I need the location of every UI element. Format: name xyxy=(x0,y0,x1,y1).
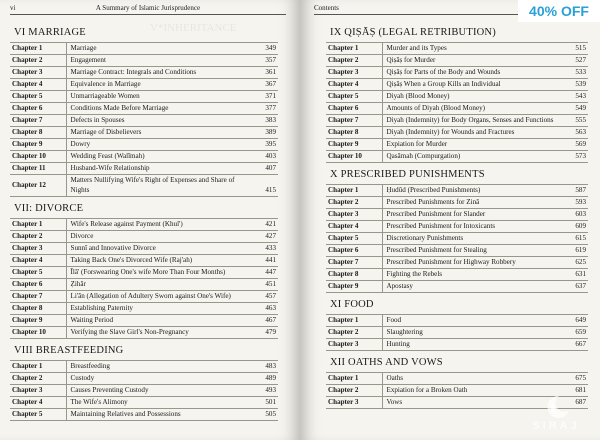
right-toc xyxy=(326,26,588,414)
chapter-title: Diyah (Indemnity) for Body Organs, Senses and Functions xyxy=(382,115,564,127)
chapter-table xyxy=(326,184,588,293)
chapter-row[interactable] xyxy=(326,269,588,281)
chapter-label: Chapter 4 xyxy=(10,79,66,91)
chapter-page: 357 xyxy=(254,55,278,67)
chapter-row[interactable] xyxy=(10,361,278,373)
chapter-row[interactable] xyxy=(10,303,278,315)
chapter-title: Establishing Paternity xyxy=(66,303,254,315)
chapter-page: 441 xyxy=(254,255,278,267)
chapter-page: 403 xyxy=(254,151,278,163)
chapter-page: 527 xyxy=(564,55,588,67)
chapter-title: Oaths xyxy=(382,373,564,385)
chapter-page: 433 xyxy=(254,243,278,255)
chapter-row[interactable] xyxy=(10,291,278,303)
chapter-page: 505 xyxy=(254,409,278,421)
chapter-page: 501 xyxy=(254,397,278,409)
chapter-title: Engagement xyxy=(66,55,254,67)
chapter-title: Qasāmah (Compurgation) xyxy=(382,151,564,163)
chapter-title: Marriage of Disbelievers xyxy=(66,127,254,139)
chapter-label: Chapter 12 xyxy=(10,175,66,197)
chapter-row[interactable] xyxy=(326,339,588,351)
chapter-row[interactable] xyxy=(10,139,278,151)
chapter-label: Chapter 2 xyxy=(10,231,66,243)
chapter-label: Chapter 8 xyxy=(326,127,382,139)
chapter-page: 457 xyxy=(254,291,278,303)
chapter-page: 421 xyxy=(254,219,278,231)
chapter-title: Matters Nullifying Wife's Right of Expenses and Share of Nights xyxy=(66,175,254,197)
chapter-label: Chapter 2 xyxy=(326,197,382,209)
chapter-label: Chapter 7 xyxy=(326,115,382,127)
chapter-title: Unmarriageable Women xyxy=(66,91,254,103)
chapter-title: Custody xyxy=(66,373,254,385)
chapter-row[interactable] xyxy=(326,91,588,103)
chapter-page: 463 xyxy=(254,303,278,315)
chapter-page: 681 xyxy=(564,385,588,397)
chapter-title: Food xyxy=(382,315,564,327)
chapter-row[interactable] xyxy=(326,67,588,79)
chapter-title: Apostasy xyxy=(382,281,564,293)
chapter-row[interactable] xyxy=(326,43,588,55)
chapter-page: 539 xyxy=(564,79,588,91)
chapter-row[interactable] xyxy=(10,219,278,231)
chapter-page: 515 xyxy=(564,43,588,55)
chapter-page: 619 xyxy=(564,245,588,257)
chapter-page: 615 xyxy=(564,233,588,245)
chapter-label: Chapter 5 xyxy=(10,267,66,279)
chapter-row[interactable] xyxy=(10,327,278,339)
chapter-label: Chapter 1 xyxy=(10,43,66,55)
chapter-page: 389 xyxy=(254,127,278,139)
chapter-title: Qiṣāṣ for Parts of the Body and Wounds xyxy=(382,67,564,79)
right-page xyxy=(300,0,600,440)
chapter-page: 667 xyxy=(564,339,588,351)
chapter-label: Chapter 2 xyxy=(326,385,382,397)
chapter-label: Chapter 10 xyxy=(10,151,66,163)
chapter-row[interactable] xyxy=(10,385,278,397)
chapter-title: Prescribed Punishment for Slander xyxy=(382,209,564,221)
chapter-table xyxy=(10,218,278,339)
left-toc xyxy=(10,26,278,426)
chapter-title: Discretionary Punishments xyxy=(382,233,564,245)
chapter-page: 415 xyxy=(254,175,278,197)
chapter-label: Chapter 4 xyxy=(326,221,382,233)
chapter-title: Waiting Period xyxy=(66,315,254,327)
chapter-row[interactable] xyxy=(326,315,588,327)
chapter-row[interactable] xyxy=(10,409,278,421)
right-running-title: Contents xyxy=(314,4,339,12)
chapter-label: Chapter 8 xyxy=(326,269,382,281)
chapter-title: Taking Back One's Divorced Wife (Raj'ah) xyxy=(66,255,254,267)
chapter-page: 451 xyxy=(254,279,278,291)
chapter-title: Diyah (Blood Money) xyxy=(382,91,564,103)
chapter-row[interactable] xyxy=(326,257,588,269)
chapter-page: 587 xyxy=(564,185,588,197)
chapter-page: 573 xyxy=(564,151,588,163)
chapter-page: 593 xyxy=(564,197,588,209)
chapter-title: Slaughtering xyxy=(382,327,564,339)
chapter-title: Qiṣāṣ When a Group Kills an Individual xyxy=(382,79,564,91)
chapter-title: Prescribed Punishment for Stealing xyxy=(382,245,564,257)
chapter-title: Fighting the Rebels xyxy=(382,269,564,281)
chapter-title: Sunnī and Innovative Divorce xyxy=(66,243,254,255)
chapter-page: 489 xyxy=(254,373,278,385)
chapter-row[interactable] xyxy=(10,279,278,291)
chapter-title: Expiation for Murder xyxy=(382,139,564,151)
chapter-title: Maintaining Relatives and Possessions xyxy=(66,409,254,421)
chapter-title: Diyah (Indemnity) for Wounds and Fractures xyxy=(382,127,564,139)
chapter-row[interactable] xyxy=(326,185,588,197)
chapter-title: Īlā' (Forswearing One's wife More Than Four Months) xyxy=(66,267,254,279)
chapter-title: Amounts of Diyah (Blood Money) xyxy=(382,103,564,115)
chapter-title: Causes Preventing Custody xyxy=(66,385,254,397)
chapter-row[interactable] xyxy=(326,221,588,233)
chapter-title: Prescribed Punishment for Intoxicants xyxy=(382,221,564,233)
chapter-title: Wife's Release against Payment (Khul') xyxy=(66,219,254,231)
chapter-title: Equivalence in Marriage xyxy=(66,79,254,91)
chapter-title: The Wife's Alimony xyxy=(66,397,254,409)
chapter-title: Prescribed Punishment for Highway Robbery xyxy=(382,257,564,269)
chapter-page: 407 xyxy=(254,163,278,175)
chapter-label: Chapter 1 xyxy=(326,43,382,55)
chapter-label: Chapter 3 xyxy=(10,243,66,255)
chapter-page: 649 xyxy=(564,315,588,327)
chapter-title: Expiation for a Broken Oath xyxy=(382,385,564,397)
chapter-label: Chapter 2 xyxy=(326,327,382,339)
chapter-row[interactable] xyxy=(326,139,588,151)
chapter-page: 479 xyxy=(254,327,278,339)
chapter-label: Chapter 3 xyxy=(10,385,66,397)
chapter-table xyxy=(326,314,588,351)
part-title: X PRESCRIBED PUNISHMENTS xyxy=(330,169,485,180)
chapter-label: Chapter 6 xyxy=(326,245,382,257)
left-running-head xyxy=(10,3,286,15)
chapter-row[interactable] xyxy=(10,315,278,327)
chapter-label: Chapter 3 xyxy=(10,67,66,79)
chapter-row[interactable] xyxy=(326,115,588,127)
chapter-row[interactable] xyxy=(10,43,278,55)
chapter-page: 625 xyxy=(564,257,588,269)
chapter-label: Chapter 2 xyxy=(326,55,382,67)
chapter-row[interactable] xyxy=(326,281,588,293)
chapter-title: Hunting xyxy=(382,339,564,351)
chapter-label: Chapter 9 xyxy=(326,281,382,293)
chapter-row[interactable] xyxy=(326,79,588,91)
chapter-label: Chapter 3 xyxy=(326,209,382,221)
chapter-page: 395 xyxy=(254,139,278,151)
chapter-row[interactable] xyxy=(326,327,588,339)
left-running-title: A Summary of Islamic Jurisprudence xyxy=(95,4,201,12)
chapter-row[interactable] xyxy=(326,373,588,385)
chapter-row[interactable] xyxy=(10,79,278,91)
chapter-label: Chapter 5 xyxy=(10,409,66,421)
chapter-title: Marriage xyxy=(66,43,254,55)
watermark-text: SIRAJ xyxy=(532,420,580,432)
chapter-page: 609 xyxy=(564,221,588,233)
chapter-row[interactable] xyxy=(10,255,278,267)
chapter-title: Vows xyxy=(382,397,564,409)
chapter-title: Marriage Contract: Integrals and Conditions xyxy=(66,67,254,79)
left-page-number: vi xyxy=(10,4,16,12)
chapter-table xyxy=(10,360,278,421)
chapter-row[interactable] xyxy=(326,55,588,67)
chapter-title: Ḥudūd (Prescribed Punishments) xyxy=(382,185,564,197)
chapter-row[interactable] xyxy=(326,245,588,257)
chapter-page: 555 xyxy=(564,115,588,127)
chapter-page: 533 xyxy=(564,67,588,79)
chapter-label: Chapter 8 xyxy=(10,303,66,315)
chapter-page: 637 xyxy=(564,281,588,293)
chapter-title: Breastfeeding xyxy=(66,361,254,373)
chapter-label: Chapter 10 xyxy=(326,151,382,163)
chapter-page: 427 xyxy=(254,231,278,243)
part-title: VIII BREASTFEEDING xyxy=(14,345,124,356)
chapter-label: Chapter 9 xyxy=(10,139,66,151)
chapter-row[interactable] xyxy=(10,231,278,243)
chapter-row[interactable] xyxy=(10,55,278,67)
show-through-text: V*INHERITANCE xyxy=(150,22,237,34)
chapter-page: 349 xyxy=(254,43,278,55)
chapter-page: 493 xyxy=(254,385,278,397)
chapter-label: Chapter 4 xyxy=(10,255,66,267)
chapter-row[interactable] xyxy=(10,127,278,139)
chapter-label: Chapter 6 xyxy=(10,279,66,291)
chapter-label: Chapter 1 xyxy=(326,373,382,385)
chapter-label: Chapter 11 xyxy=(10,163,66,175)
chapter-page: 659 xyxy=(564,327,588,339)
chapter-title: Conditions Made Before Marriage xyxy=(66,103,254,115)
chapter-label: Chapter 9 xyxy=(326,139,382,151)
chapter-label: Chapter 7 xyxy=(326,257,382,269)
chapter-label: Chapter 2 xyxy=(10,373,66,385)
discount-badge[interactable]: 40% OFF xyxy=(518,0,600,22)
chapter-page: 563 xyxy=(564,127,588,139)
chapter-title: Li'ān (Allegation of Adultery Sworn against One's Wife) xyxy=(66,291,254,303)
part-title: VII: DIVORCE xyxy=(14,203,84,214)
chapter-page: 367 xyxy=(254,79,278,91)
chapter-label: Chapter 10 xyxy=(10,327,66,339)
chapter-page: 631 xyxy=(564,269,588,281)
chapter-label: Chapter 5 xyxy=(326,91,382,103)
chapter-label: Chapter 1 xyxy=(326,185,382,197)
chapter-label: Chapter 8 xyxy=(10,127,66,139)
part-title: XII OATHS AND VOWS xyxy=(330,357,443,368)
chapter-table xyxy=(10,42,278,197)
crescent-logo-icon xyxy=(541,394,571,420)
chapter-label: Chapter 5 xyxy=(326,233,382,245)
chapter-row[interactable] xyxy=(10,67,278,79)
chapter-page: 483 xyxy=(254,361,278,373)
chapter-page: 569 xyxy=(564,139,588,151)
chapter-page: 447 xyxy=(254,267,278,279)
chapter-title: Husband-Wife Relationship xyxy=(66,163,254,175)
chapter-row[interactable] xyxy=(326,197,588,209)
chapter-label: Chapter 6 xyxy=(10,103,66,115)
siraj-watermark xyxy=(526,394,586,432)
chapter-table xyxy=(326,42,588,163)
chapter-page: 361 xyxy=(254,67,278,79)
chapter-label: Chapter 4 xyxy=(10,397,66,409)
chapter-label: Chapter 1 xyxy=(326,315,382,327)
chapter-row[interactable] xyxy=(326,127,588,139)
chapter-row[interactable] xyxy=(10,163,278,175)
chapter-page: 549 xyxy=(564,103,588,115)
chapter-row[interactable] xyxy=(10,115,278,127)
chapter-label: Chapter 3 xyxy=(326,67,382,79)
chapter-title: Ẓihār xyxy=(66,279,254,291)
chapter-label: Chapter 1 xyxy=(10,361,66,373)
part-title: IX QIṢĀṢ (LEGAL RETRIBUTION) xyxy=(330,27,496,38)
chapter-label: Chapter 7 xyxy=(10,291,66,303)
chapter-page: 675 xyxy=(564,373,588,385)
chapter-label: Chapter 7 xyxy=(10,115,66,127)
chapter-row[interactable] xyxy=(10,267,278,279)
chapter-row[interactable] xyxy=(326,209,588,221)
chapter-label: Chapter 9 xyxy=(10,315,66,327)
chapter-title: Divorce xyxy=(66,231,254,243)
chapter-label: Chapter 4 xyxy=(326,79,382,91)
chapter-row[interactable] xyxy=(10,151,278,163)
chapter-page: 543 xyxy=(564,91,588,103)
chapter-page: 371 xyxy=(254,91,278,103)
chapter-row[interactable] xyxy=(10,397,278,409)
chapter-title: Murder and its Types xyxy=(382,43,564,55)
part-title: XI FOOD xyxy=(330,299,374,310)
chapter-row[interactable] xyxy=(326,151,588,163)
chapter-title: Prescribed Punishments for Zinā xyxy=(382,197,564,209)
chapter-page: 377 xyxy=(254,103,278,115)
chapter-label: Chapter 3 xyxy=(326,397,382,409)
chapter-label: Chapter 3 xyxy=(326,339,382,351)
chapter-row[interactable] xyxy=(10,243,278,255)
chapter-page: 687 xyxy=(564,397,588,409)
chapter-title: Verifying the Slave Girl's Non-Pregnancy xyxy=(66,327,254,339)
chapter-row[interactable] xyxy=(10,373,278,385)
chapter-label: Chapter 1 xyxy=(10,219,66,231)
chapter-row[interactable] xyxy=(326,103,588,115)
chapter-title: Dowry xyxy=(66,139,254,151)
chapter-row[interactable] xyxy=(10,91,278,103)
chapter-label: Chapter 6 xyxy=(326,103,382,115)
chapter-page: 383 xyxy=(254,115,278,127)
chapter-label: Chapter 2 xyxy=(10,55,66,67)
chapter-row[interactable] xyxy=(326,233,588,245)
chapter-title: Defects in Spouses xyxy=(66,115,254,127)
chapter-title: Wedding Feast (Walīmah) xyxy=(66,151,254,163)
part-title: VI MARRIAGE xyxy=(14,27,86,38)
chapter-label: Chapter 5 xyxy=(10,91,66,103)
chapter-row[interactable] xyxy=(10,103,278,115)
chapter-row[interactable] xyxy=(10,175,278,197)
chapter-page: 603 xyxy=(564,209,588,221)
chapter-page: 467 xyxy=(254,315,278,327)
chapter-title: Qiṣāṣ for Murder xyxy=(382,55,564,67)
